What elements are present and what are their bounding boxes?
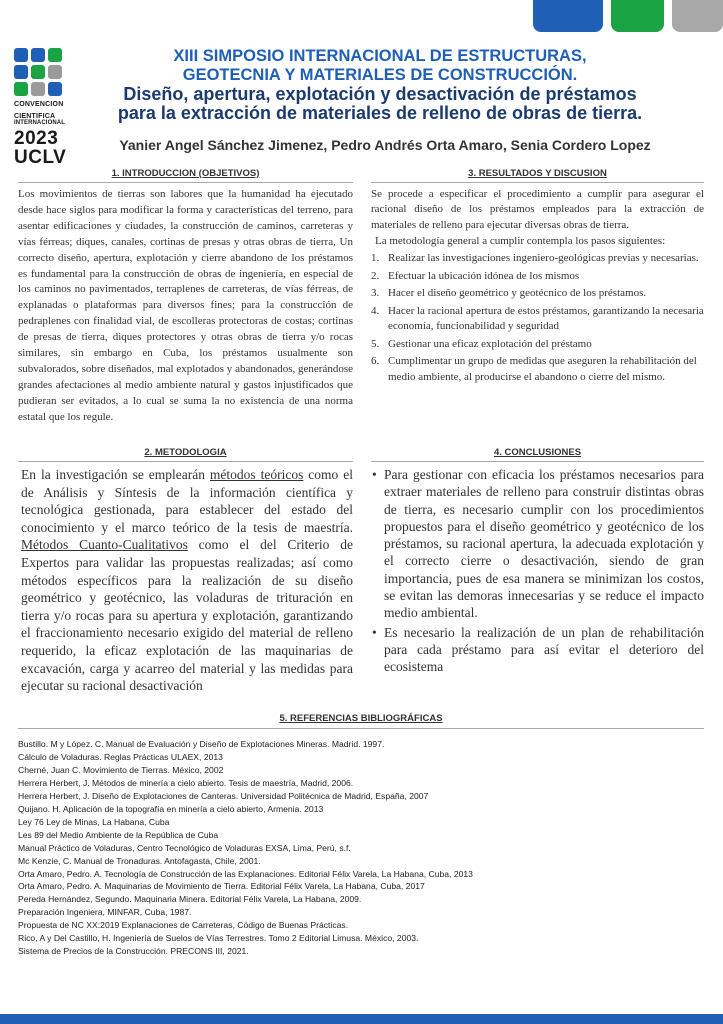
heading-referencias: 5. REFERENCIAS BIBLIOGRÁFICAS [279, 713, 443, 724]
metodologia-body: En la investigación se emplearán métodos teóricos como el de Análisis y Síntesis de la información científica y tecnológica gestionada, para establecer del estado del conocimiento y el marco teórico de la tesis de maestría. Métodos Cuanto-Cualitativos como el del Criterio de Expertos para validar las propuestas realizadas; así como métodos específicos para la realización de su diseño geométrico y geotécnico, las voladuras de trituración en tierra y/o rocas para su apertura y explotación, garantizando el fraccionamiento necesario exigido del material de relleno requerido, la eficaz explotación de las maquinarias de excavación, carga y acarreo del material y las medidas para ejecutar su racional desactivación [21, 467, 353, 694]
top-tab-green [611, 0, 664, 32]
list-item: • Es necesario la realización de un plan de rehabilitación para cada préstamo para así evitar el deterioro del ecosistema [372, 624, 704, 675]
title-line-3: Diseño, apertura, explotación y desactivación de préstamos [123, 84, 637, 104]
list-item: Bustillo. M y López. C. Manual de Evaluación y Diseño de Explotaciones Mineras. Madrid. 1997. [18, 739, 385, 749]
list-item: 1. Realizar las investigaciones ingeniero-geológicas previas y necesarias. [371, 252, 699, 264]
list-item: 6. Cumplimentar un grupo de medidas que aseguren la rehabilitación del medio ambiente, al producirse el abandono o cierre del mismo. [371, 355, 697, 383]
referencias-list [18, 738, 718, 958]
list-item: 4. Hacer la racional apertura de estos préstamos, garantizando la necesaria economía, funcionabilidad y seguridad [371, 304, 704, 333]
logo-line3: INTERNACIONAL [14, 120, 65, 126]
heading-resultados: 3. RESULTADOS Y DISCUSION [468, 168, 607, 179]
bottom-bar [0, 1014, 723, 1024]
list-item: Pereda Hernández, Segundo. Maquinaria Minera. Editorial Félix Varela, La Habana, 2009. [18, 894, 362, 905]
list-item: Ley 76 Ley de Minas, La Habana, Cuba [18, 816, 170, 827]
list-item: 2. Efectuar la ubicación idónea de los mismos [371, 269, 580, 282]
introduccion-body: Los movimientos de tierras son labores que la humanidad ha ejecutado desde hace siglos para modificar la forma y características del terreno, para asentar edificaciones y ciudades, la construcción de caminos, carreteras y vías férreas; diques, canales, cortinas de presas y otras obras de tierra, Un correcto diseño, apertura, explotación y cierre abandono de los préstamos es fundamental para la construcción de obras de ingeniería, en especial de los caminos no pavimentados, terraplenes de carreteras, de vías férreas, de explanadas o plataformas para diversos fines; para la construcción de pedraplenes con finalidad vial, de escolleras protectoras de costas; cortinas de presas de tierra, diques protectores y otras obras de tierra y/o rocas similares, sin embargo en Cuba, los préstamos usualmente son subvalorados, sobre diseñados, mal explotados y abandonados, generándose grandes afectaciones al medio ambiente natural y gastos injustificados que pudieran ser evitados, a lo cual se suma la no existencia de una norma estatal que los regule. [18, 188, 353, 423]
heading-conclusiones: 4. CONCLUSIONES [493, 447, 582, 458]
rule-referencias [18, 728, 704, 729]
rule-metodologia [18, 461, 353, 462]
list-item: • Para gestionar con eficacia los préstamos necesarios para extraer materiales de relleno para construir distintas obras de tierra, es necesario cumplir con los procedimientos propuestos para el diseño geométrico y geotécnico de los préstamos, su racional apertura, la adecuada explotación y el correcto cierre o desactivación, siendo de gran importancia, pues de esa manera se minimizan los costos, se evitan las demoras innecesarias y se reduce el impacto medio ambiental. [372, 467, 704, 621]
list-item: Herrera Herbert, J. Métodos de minería a cielo abierto. Tesis de maestría, Madrid, 2006. [18, 777, 354, 788]
list-item: Rico, A y Del Castillo, H. Ingeniería de Suelos de Vías Terrestres. Tomo 2 Editorial Limusa. México, 2003. [18, 933, 419, 944]
list-item: Quijano. H. Aplicación de la topografía en minería a cielo abierto, Armenia. 2013 [18, 803, 324, 814]
list-item: 3. Hacer el diseño geométrico y geotécnico de los préstamos. [371, 287, 647, 300]
rule-introduccion [18, 182, 353, 183]
resultados-intro: Se procede a especificar el procedimiento a cumplir para asegurar el racional diseño de los préstamos empleados para la extracción de materiales de relleno para ejecutar diversas obras de tierra. [371, 188, 704, 231]
resultados-lead: La metodología general a cumplir contempla los pasos siguientes: [375, 235, 666, 247]
title-line-4: para la extracción de materiales de relleno de obras de tierra. [117, 103, 643, 123]
logo-squares-icon [14, 48, 68, 96]
convention-logo [14, 48, 68, 167]
top-tab-gray [672, 0, 723, 32]
poster-title [80, 47, 680, 123]
top-tab-blue [533, 0, 603, 32]
list-item: 5. Gestionar una eficaz explotación del préstamo [371, 337, 592, 350]
list-item: Cálculo de Voladuras. Reglas Prácticas ULAEX, 2013 [18, 751, 223, 762]
conclusiones-list [372, 466, 704, 678]
title-line-2: GEOTECNIA Y MATERIALES DE CONSTRUCCIÓN. [182, 66, 578, 84]
authors: Yanier Angel Sánchez Jimenez, Pedro Andrés Orta Amaro, Senia Cordero Lopez [119, 137, 651, 153]
list-item: Preparación Ingeniera, MINFAR, Cuba, 1987. [18, 907, 192, 918]
logo-year: 2023 [14, 128, 59, 149]
list-item: Orta Amaro, Pedro. A. Tecnología de Construcción de las Explanaciones. Editorial Félix Varela, La Habana, Cuba, 2013 [18, 868, 473, 879]
rule-conclusiones [371, 461, 704, 462]
logo-line2: CIENTIFICA [14, 113, 56, 120]
list-item: Propuesta de NC XX:2019 Explanaciones de Carreteras, Código de Buenas Prácticas. [18, 920, 349, 931]
list-item: Mc Kenzie, C. Manual de Tronaduras. Antofagasta, Chile, 2001. [18, 855, 261, 866]
heading-metodologia: 2. METODOLOGIA [144, 447, 227, 458]
heading-introduccion: 1. INTRODUCCION (OBJETIVOS) [111, 168, 260, 179]
list-item: Cherné, Juan C. Movimiento de Tierras. México, 2002 [18, 764, 224, 775]
list-item: Orta Amaro, Pedro. A. Maquinarias de Movimiento de Tierra. Editorial Félix Varela, La Habana, Cuba, 2017 [18, 881, 425, 892]
logo-org: UCLV [14, 147, 67, 168]
resultados-steps [371, 251, 704, 387]
list-item: Herrera Herbert, J. Diseño de Explotaciones de Canteras. Universidad Politécnica de Madrid, España, 2007 [18, 790, 429, 801]
logo-line1: CONVENCION [14, 101, 64, 108]
list-item: Les 89 del Medio Ambiente de la República de Cuba [18, 829, 219, 840]
list-item: Manual Práctico de Voladuras, Centro Tecnológico de Voladuras EXSA, Lima, Perú, s.f. [18, 842, 351, 853]
list-item: Sistema de Precios de la Construcción. PRECONS III, 2021. [18, 946, 249, 957]
rule-resultados [371, 182, 704, 183]
title-line-1: XIII SIMPOSIO INTERNACIONAL DE ESTRUCTURAS, [173, 47, 587, 65]
